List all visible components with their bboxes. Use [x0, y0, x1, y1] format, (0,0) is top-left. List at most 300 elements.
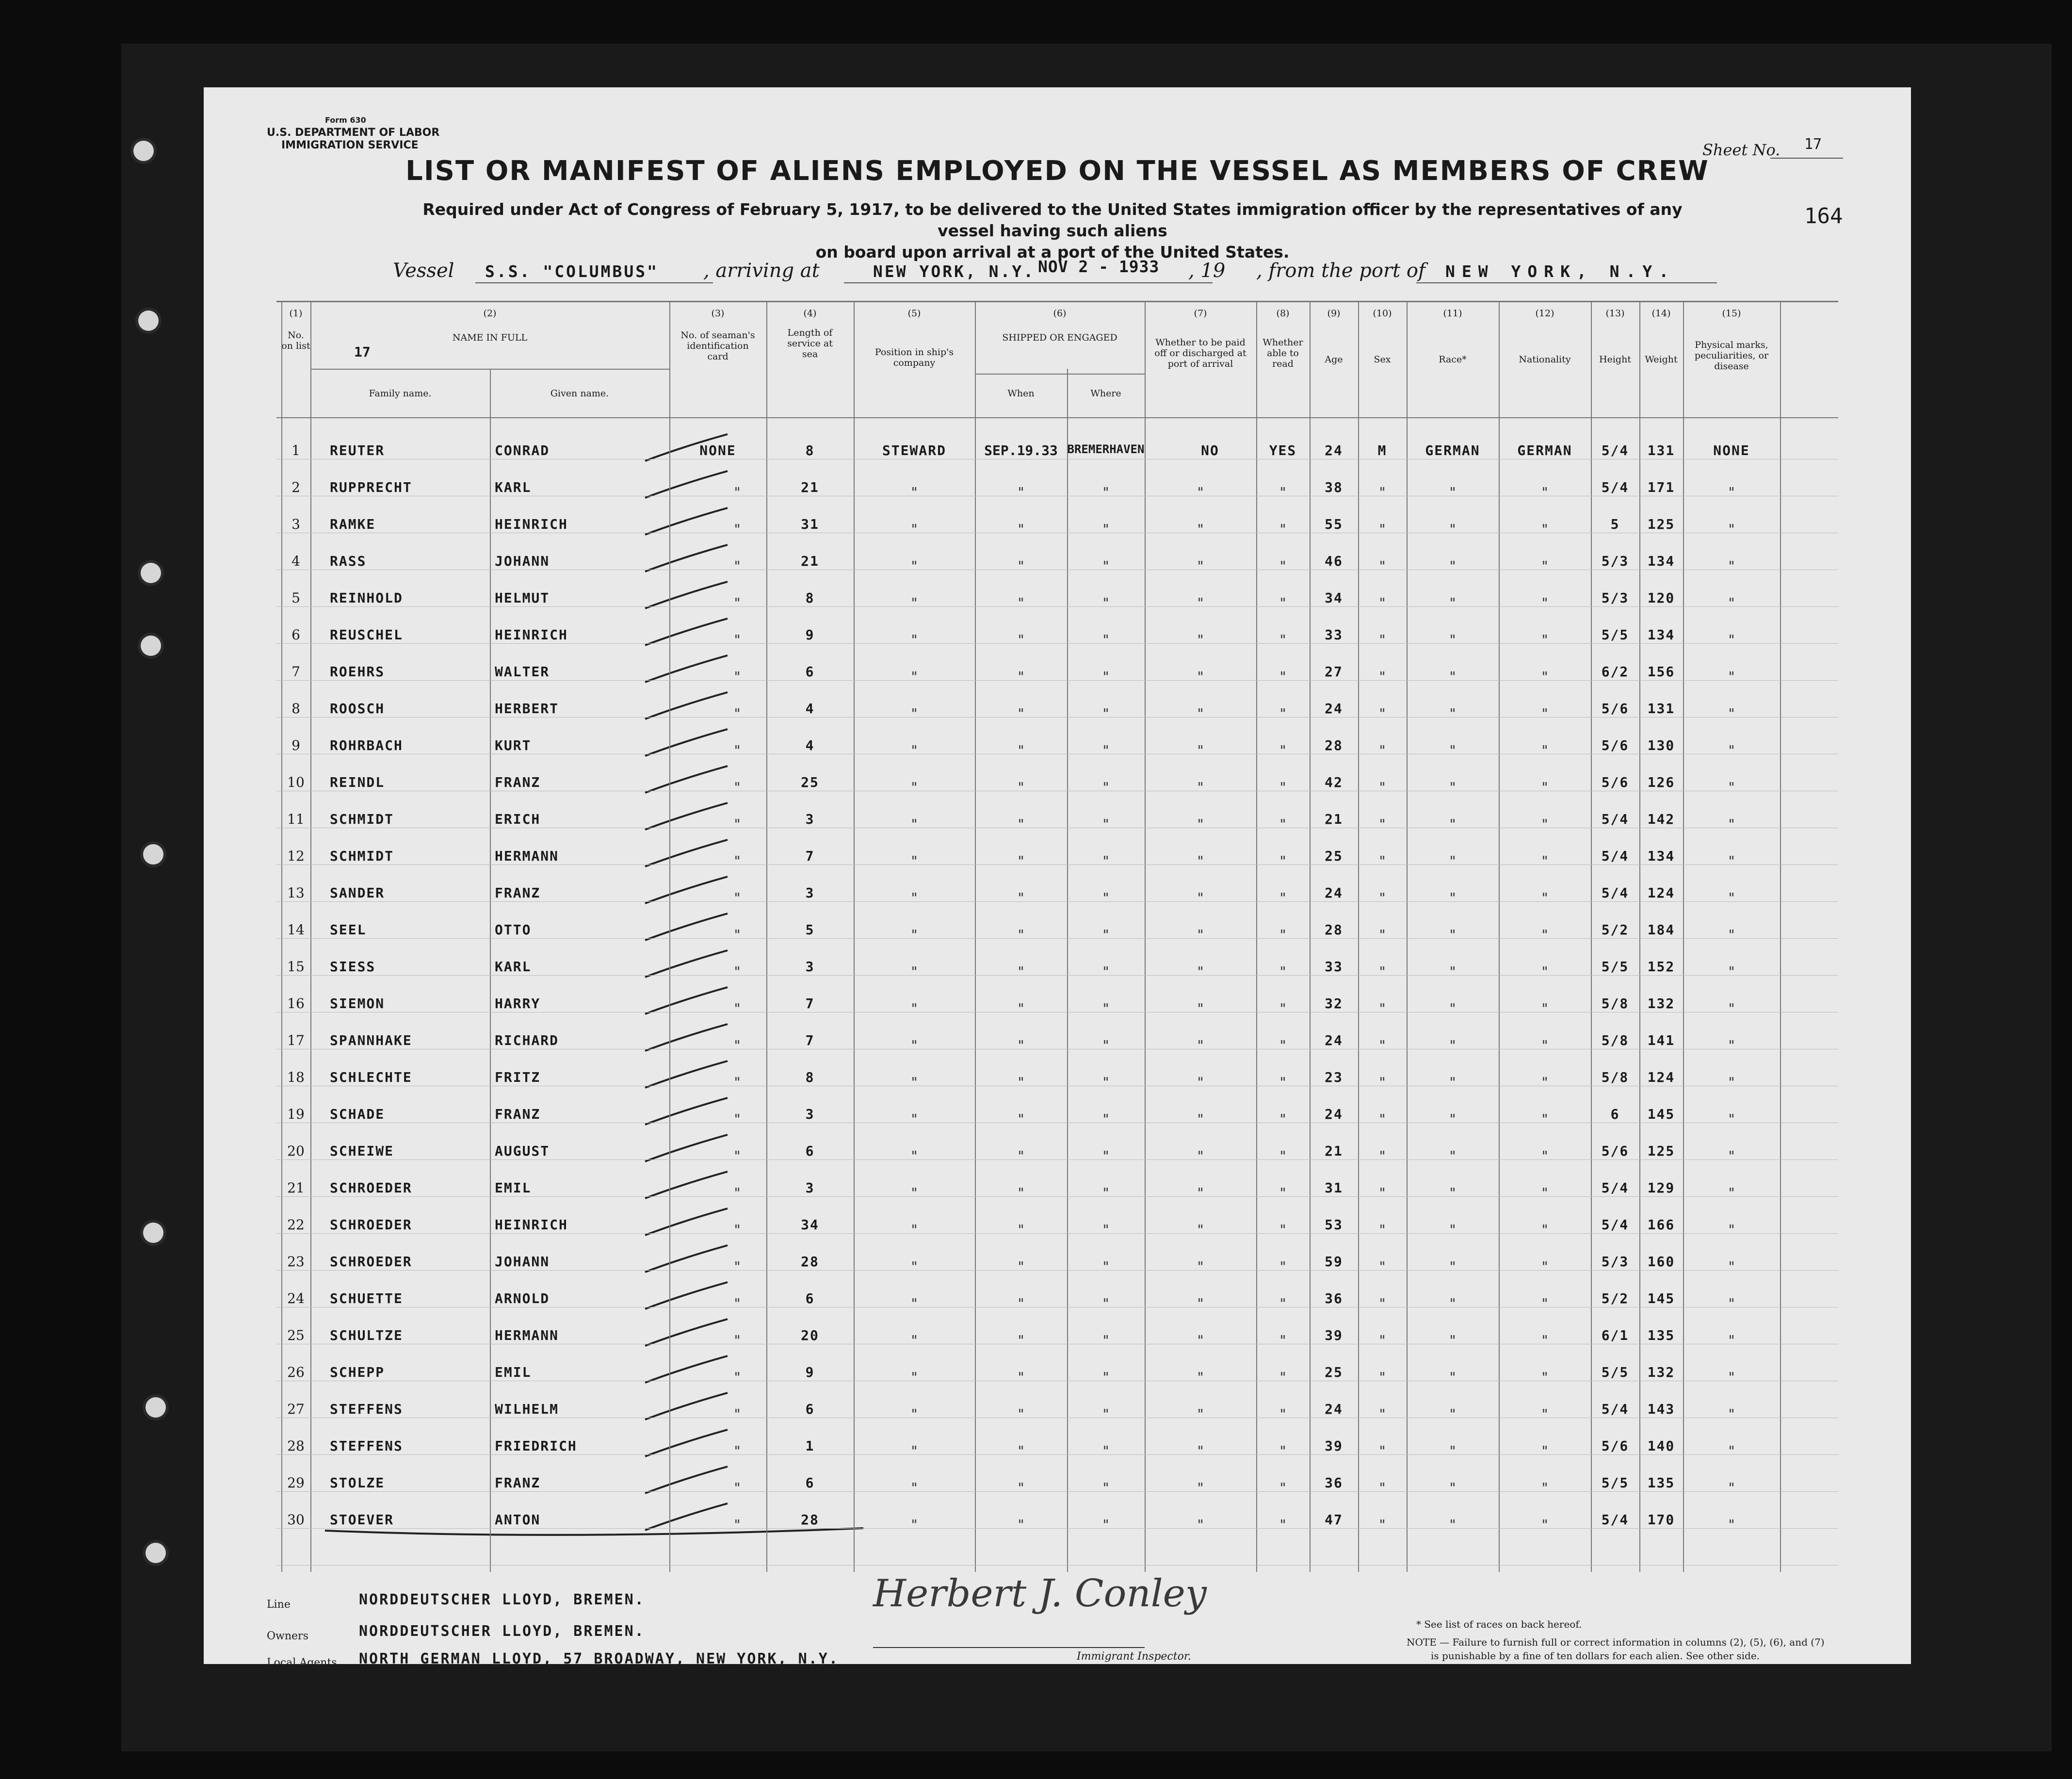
ditto-mark: " [733, 1443, 742, 1459]
form-number: Form 630 [325, 115, 366, 125]
given-name: EMIL [495, 1180, 532, 1196]
service-length: 6 [805, 1143, 815, 1159]
age: 28 [1325, 922, 1343, 938]
col-3-number: (3) [711, 308, 725, 319]
ditto-mark: " [1017, 779, 1025, 795]
col-header-nationality: Nationality [1519, 354, 1571, 365]
weight: 130 [1647, 737, 1675, 753]
ditto-mark: " [1017, 1000, 1025, 1016]
service-length: 21 [801, 553, 819, 569]
name-subheader-rule [310, 369, 669, 370]
stamp-number: 164 [1804, 204, 1843, 228]
age: 21 [1325, 811, 1343, 827]
ditto-mark: " [1101, 484, 1110, 500]
ditto-mark: " [1101, 816, 1110, 832]
height: 5/4 [1601, 885, 1629, 901]
ditto-mark: " [1279, 1074, 1287, 1090]
ditto-mark: " [1378, 890, 1387, 906]
height: 5/2 [1601, 922, 1629, 938]
col-9-number: (9) [1327, 308, 1341, 319]
punch-hole [133, 141, 154, 161]
ditto-mark: " [733, 1148, 742, 1164]
row-number: 6 [291, 627, 300, 643]
col-header-weight: Weight [1645, 354, 1678, 365]
ditto-mark: " [1017, 853, 1025, 869]
service-length: 6 [805, 1290, 815, 1306]
ditto-mark: " [1378, 1480, 1387, 1496]
height: 5/4 [1601, 1180, 1629, 1196]
ditto-mark: " [733, 1000, 742, 1016]
weight: 125 [1647, 1143, 1675, 1159]
row-1-nationality: GERMAN [1517, 442, 1572, 458]
ditto-mark: " [1540, 1258, 1549, 1274]
service-length: 20 [801, 1327, 819, 1343]
ditto-mark: " [1540, 816, 1549, 832]
ditto-mark: " [1017, 1074, 1025, 1090]
weight: 126 [1647, 774, 1675, 790]
arriving-underline [844, 282, 1213, 283]
ditto-mark: " [1727, 1037, 1736, 1053]
ditto-mark: " [1279, 963, 1287, 979]
ditto-mark: " [1101, 1480, 1110, 1496]
col-header-service: Length of service at sea [787, 327, 833, 359]
service-length: 25 [801, 774, 819, 790]
service-length: 6 [805, 664, 815, 680]
ditto-mark: " [1196, 1111, 1205, 1127]
row-1-id-card: NONE [699, 442, 736, 458]
height: 5/4 [1601, 1512, 1629, 1528]
ditto-mark: " [1727, 669, 1736, 685]
col-15-number: (15) [1722, 308, 1741, 319]
ditto-mark: " [1101, 669, 1110, 685]
ditto-mark: " [1727, 742, 1736, 758]
ditto-mark: " [910, 816, 919, 832]
ditto-mark: " [1448, 1037, 1457, 1053]
ditto-mark: " [1017, 816, 1025, 832]
ditto-mark: " [1196, 484, 1205, 500]
given-name: KARL [495, 959, 532, 975]
ditto-mark: " [1448, 1148, 1457, 1164]
height: 5/4 [1601, 1401, 1629, 1417]
family-name: RUPPRECHT [330, 479, 412, 495]
age: 39 [1325, 1327, 1343, 1343]
row-1-race: GERMAN [1425, 442, 1480, 458]
ditto-mark: " [1378, 1443, 1387, 1459]
ditto-mark: " [733, 816, 742, 832]
height: 5/4 [1601, 1217, 1629, 1233]
ditto-mark: " [733, 779, 742, 795]
ditto-mark: " [1017, 1185, 1025, 1201]
ditto-mark: " [1196, 1185, 1205, 1201]
ditto-mark: " [1540, 1480, 1549, 1496]
sheet-number: 17 [1804, 136, 1822, 153]
ditto-mark: " [1101, 1074, 1110, 1090]
family-name: ROOSCH [330, 701, 385, 717]
given-name: HERMANN [495, 1327, 559, 1343]
given-name: OTTO [495, 922, 532, 938]
ditto-mark: " [910, 595, 919, 611]
ditto-mark: " [1279, 853, 1287, 869]
ditto-mark: " [1101, 1222, 1110, 1238]
col-5-number: (5) [907, 308, 921, 319]
ditto-mark: " [1279, 1000, 1287, 1016]
ditto-mark: " [910, 1258, 919, 1274]
ditto-mark: " [1378, 1369, 1387, 1385]
col-header-when: When [1007, 388, 1035, 399]
ditto-mark: " [910, 890, 919, 906]
ditto-mark: " [1017, 484, 1025, 500]
ditto-mark: " [1378, 1406, 1387, 1422]
col-header-height: Height [1599, 354, 1631, 365]
ditto-mark: " [733, 927, 742, 943]
weight: 131 [1647, 701, 1675, 717]
ditto-mark: " [1448, 1295, 1457, 1311]
row-number: 28 [287, 1438, 305, 1454]
ditto-mark: " [910, 1480, 919, 1496]
col-header-name: NAME IN FULL [452, 332, 528, 343]
race-note: * See list of races on back hereof. [1416, 1618, 1582, 1630]
ditto-mark: " [1017, 1517, 1025, 1533]
service-length: 4 [805, 701, 815, 717]
ditto-mark: " [1101, 1406, 1110, 1422]
ditto-mark: " [1101, 521, 1110, 537]
ditto-mark: " [1727, 1111, 1736, 1127]
ditto-mark: " [1196, 1000, 1205, 1016]
given-name: HEINRICH [495, 627, 568, 643]
given-name: FRANZ [495, 1106, 541, 1122]
age: 34 [1325, 590, 1343, 606]
weight: 132 [1647, 996, 1675, 1012]
family-name: SCHUETTE [330, 1290, 403, 1306]
ditto-mark: " [1017, 742, 1025, 758]
ditto-mark: " [1196, 558, 1205, 574]
col-6-number: (6) [1053, 308, 1067, 319]
agents-label: Local Agents [267, 1657, 337, 1669]
ditto-mark: " [1279, 632, 1287, 648]
row-number: 26 [287, 1364, 305, 1380]
ditto-mark: " [910, 1037, 919, 1053]
header-bottom-rule [276, 417, 1838, 418]
service-length: 5 [805, 922, 815, 938]
service-length: 3 [805, 885, 815, 901]
given-name: JOHANN [495, 553, 550, 569]
family-name: ROHRBACH [330, 737, 403, 753]
ditto-mark: " [1378, 963, 1387, 979]
ditto-mark: " [1448, 1074, 1457, 1090]
ditto-mark: " [1727, 890, 1736, 906]
ditto-mark: " [1017, 1480, 1025, 1496]
ditto-mark: " [1727, 1480, 1736, 1496]
subtitle-line-1: Required under Act of Congress of February 5, 1917, to be delivered to the United States immigration officer by the representatives of any vessel having such aliens [422, 200, 1683, 240]
form-code: 14—1240 [267, 1670, 305, 1679]
ditto-mark: " [1279, 779, 1287, 795]
row-number: 13 [287, 885, 305, 901]
ditto-mark: " [1279, 890, 1287, 906]
age: 21 [1325, 1143, 1343, 1159]
row-number: 18 [287, 1069, 305, 1085]
ditto-mark: " [1378, 1074, 1387, 1090]
height: 5/6 [1601, 701, 1629, 717]
row-number: 4 [291, 553, 300, 569]
ditto-mark: " [1378, 705, 1387, 721]
ditto-mark: " [1101, 705, 1110, 721]
ditto-mark: " [910, 1517, 919, 1533]
col-header-position: Position in ship's company [874, 347, 954, 368]
fine-note-line-1: NOTE — Failure to furnish full or correct information in columns (2), (5), (6), and (7) [1407, 1636, 1825, 1648]
ditto-mark: " [1448, 669, 1457, 685]
ditto-mark: " [1196, 669, 1205, 685]
ditto-mark: " [910, 1222, 919, 1238]
year-label: , 19 [1188, 260, 1226, 282]
ditto-mark: " [1017, 1222, 1025, 1238]
col-7-number: (7) [1194, 308, 1207, 319]
from-port: NEW YORK, N.Y. [1445, 262, 1676, 281]
service-length: 7 [805, 1032, 815, 1048]
weight: 134 [1647, 553, 1675, 569]
weight: 131 [1647, 442, 1675, 458]
row-number: 23 [287, 1254, 305, 1270]
family-name: REINDL [330, 774, 385, 790]
age: 36 [1325, 1475, 1343, 1491]
ditto-mark: " [1017, 963, 1025, 979]
given-name: HERBERT [495, 701, 559, 717]
age: 24 [1325, 1106, 1343, 1122]
ditto-mark: " [910, 1295, 919, 1311]
ditto-mark: " [1448, 742, 1457, 758]
family-name: SCHEPP [330, 1364, 385, 1380]
ditto-mark: " [733, 632, 742, 648]
table-column-rule [310, 301, 311, 1572]
service-length: 9 [805, 627, 815, 643]
ditto-mark: " [1727, 1443, 1736, 1459]
service-length: 1 [805, 1438, 815, 1454]
ditto-mark: " [1196, 1369, 1205, 1385]
given-name: KURT [495, 737, 532, 753]
service-length: 34 [801, 1217, 819, 1233]
ditto-mark: " [1378, 853, 1387, 869]
col-header-family-name: Family name. [369, 388, 432, 399]
ditto-mark: " [910, 558, 919, 574]
ditto-mark: " [1378, 1185, 1387, 1201]
height: 5/3 [1601, 590, 1629, 606]
age: 24 [1325, 885, 1343, 901]
row-1-where: BREMERHAVEN [1067, 442, 1145, 456]
family-name: STOEVER [330, 1512, 394, 1528]
ditto-mark: " [1448, 1406, 1457, 1422]
ditto-mark: " [1101, 1369, 1110, 1385]
col-11-number: (11) [1443, 308, 1462, 319]
ditto-mark: " [1279, 1111, 1287, 1127]
ditto-mark: " [1279, 1517, 1287, 1533]
col-14-number: (14) [1651, 308, 1671, 319]
ditto-mark: " [1448, 816, 1457, 832]
ditto-mark: " [1017, 890, 1025, 906]
col-13-number: (13) [1605, 308, 1625, 319]
given-name: WALTER [495, 664, 550, 680]
height: 5/5 [1601, 627, 1629, 643]
ditto-mark: " [1279, 1480, 1287, 1496]
ditto-mark: " [1101, 1111, 1110, 1127]
ditto-mark: " [1540, 1517, 1549, 1533]
ditto-mark: " [910, 1111, 919, 1127]
ditto-mark: " [910, 963, 919, 979]
weight: 145 [1647, 1106, 1675, 1122]
ditto-mark: " [1448, 1185, 1457, 1201]
ditto-mark: " [1279, 484, 1287, 500]
ditto-mark: " [733, 1222, 742, 1238]
ditto-mark: " [1279, 742, 1287, 758]
punch-hole [143, 844, 163, 865]
given-name: FRITZ [495, 1069, 541, 1085]
ditto-mark: " [1540, 558, 1549, 574]
height: 5/4 [1601, 848, 1629, 864]
family-name: SPANNHAKE [330, 1032, 412, 1048]
ditto-mark: " [1540, 1037, 1549, 1053]
ditto-mark: " [1196, 963, 1205, 979]
row-number: 14 [287, 922, 305, 938]
ditto-mark: " [1196, 521, 1205, 537]
ditto-mark: " [733, 1111, 742, 1127]
weight: 124 [1647, 885, 1675, 901]
age: 38 [1325, 479, 1343, 495]
given-name: WILHELM [495, 1401, 559, 1417]
height: 5/4 [1601, 479, 1629, 495]
ditto-mark: " [1378, 632, 1387, 648]
ditto-mark: " [1727, 521, 1736, 537]
height: 5/4 [1601, 442, 1629, 458]
family-name: REINHOLD [330, 590, 403, 606]
line-value: NORDDEUTSCHER LLOYD, BREMEN. [359, 1591, 645, 1608]
row-number: 12 [287, 848, 305, 864]
family-name: SANDER [330, 885, 385, 901]
ditto-mark: " [1448, 595, 1457, 611]
ditto-mark: " [1196, 1517, 1205, 1533]
ditto-mark: " [1279, 705, 1287, 721]
inspector-label: Immigrant Inspector. [1077, 1650, 1191, 1663]
weight: 134 [1647, 627, 1675, 643]
ditto-mark: " [1196, 890, 1205, 906]
family-name: SCHMIDT [330, 811, 394, 827]
ditto-mark: " [910, 1000, 919, 1016]
age: 24 [1325, 1401, 1343, 1417]
row-number: 20 [287, 1143, 305, 1159]
given-name: FRANZ [495, 774, 541, 790]
height: 5/6 [1601, 774, 1629, 790]
row-number: 19 [287, 1106, 305, 1122]
punch-hole [143, 1223, 163, 1243]
ditto-mark: " [910, 484, 919, 500]
ditto-mark: " [1196, 595, 1205, 611]
ditto-mark: " [1540, 1222, 1549, 1238]
row-number: 3 [291, 516, 300, 532]
given-name: HERMANN [495, 848, 559, 864]
height: 5/4 [1601, 811, 1629, 827]
ditto-mark: " [733, 1480, 742, 1496]
ditto-mark: " [1727, 558, 1736, 574]
ditto-mark: " [1017, 632, 1025, 648]
row-number: 16 [287, 996, 305, 1012]
row-number: 8 [291, 701, 300, 717]
height: 5/5 [1601, 1475, 1629, 1491]
ditto-mark: " [1017, 669, 1025, 685]
ditto-mark: " [1196, 853, 1205, 869]
ditto-mark: " [1448, 1258, 1457, 1274]
weight: 171 [1647, 479, 1675, 495]
service-length: 28 [801, 1512, 819, 1528]
weight: 156 [1647, 664, 1675, 680]
table-column-rule [490, 369, 491, 1572]
row-1-position: STEWARD [882, 442, 946, 458]
weight: 134 [1647, 848, 1675, 864]
row-number: 11 [287, 811, 305, 827]
ditto-mark: " [1101, 890, 1110, 906]
ditto-mark: " [1101, 742, 1110, 758]
ditto-mark: " [1017, 558, 1025, 574]
col-header-race: Race* [1439, 354, 1467, 365]
from-port-underline [1416, 282, 1717, 283]
ditto-mark: " [1279, 1258, 1287, 1274]
ditto-mark: " [1378, 1517, 1387, 1533]
ditto-mark: " [1727, 963, 1736, 979]
ditto-mark: " [1196, 1406, 1205, 1422]
ditto-mark: " [1279, 669, 1287, 685]
weight: 135 [1647, 1475, 1675, 1491]
ditto-mark: " [1448, 705, 1457, 721]
ditto-mark: " [1378, 742, 1387, 758]
ditto-mark: " [1448, 963, 1457, 979]
height: 5/8 [1601, 996, 1629, 1012]
ditto-mark: " [1017, 705, 1025, 721]
height: 5/5 [1601, 959, 1629, 975]
ditto-mark: " [910, 1443, 919, 1459]
ditto-mark: " [910, 1369, 919, 1385]
ditto-mark: " [733, 1037, 742, 1053]
ditto-mark: " [1196, 1222, 1205, 1238]
ditto-mark: " [1727, 632, 1736, 648]
age: 36 [1325, 1290, 1343, 1306]
inspector-signature: Herbert J. Conley [873, 1572, 1207, 1616]
ditto-mark: " [1279, 1406, 1287, 1422]
owners-value: NORDDEUTSCHER LLOYD, BREMEN. [359, 1623, 645, 1640]
service-length: 21 [801, 479, 819, 495]
ditto-mark: " [733, 1406, 742, 1422]
weight: 166 [1647, 1217, 1675, 1233]
row-number: 22 [287, 1217, 305, 1233]
weight: 129 [1647, 1180, 1675, 1196]
ditto-mark: " [1448, 1517, 1457, 1533]
age: 25 [1325, 1364, 1343, 1380]
height: 5 [1610, 516, 1620, 532]
family-name: SCHULTZE [330, 1327, 403, 1343]
ditto-mark: " [1017, 1037, 1025, 1053]
subtitle-line-2: on board upon arrival at a port of the United States. [815, 243, 1290, 261]
ditto-mark: " [1540, 1074, 1549, 1090]
age: 24 [1325, 701, 1343, 717]
weight: 170 [1647, 1512, 1675, 1528]
row-1-paid-off: NO [1201, 442, 1219, 458]
table-top-rule [276, 301, 1838, 302]
ditto-mark: " [910, 705, 919, 721]
ditto-mark: " [1378, 484, 1387, 500]
ditto-mark: " [1279, 521, 1287, 537]
ditto-mark: " [1196, 1258, 1205, 1274]
ditto-mark: " [1540, 1185, 1549, 1201]
ditto-mark: " [733, 705, 742, 721]
ditto-mark: " [1448, 890, 1457, 906]
ditto-mark: " [1378, 1111, 1387, 1127]
ditto-mark: " [1378, 558, 1387, 574]
signature-line [873, 1647, 1145, 1648]
